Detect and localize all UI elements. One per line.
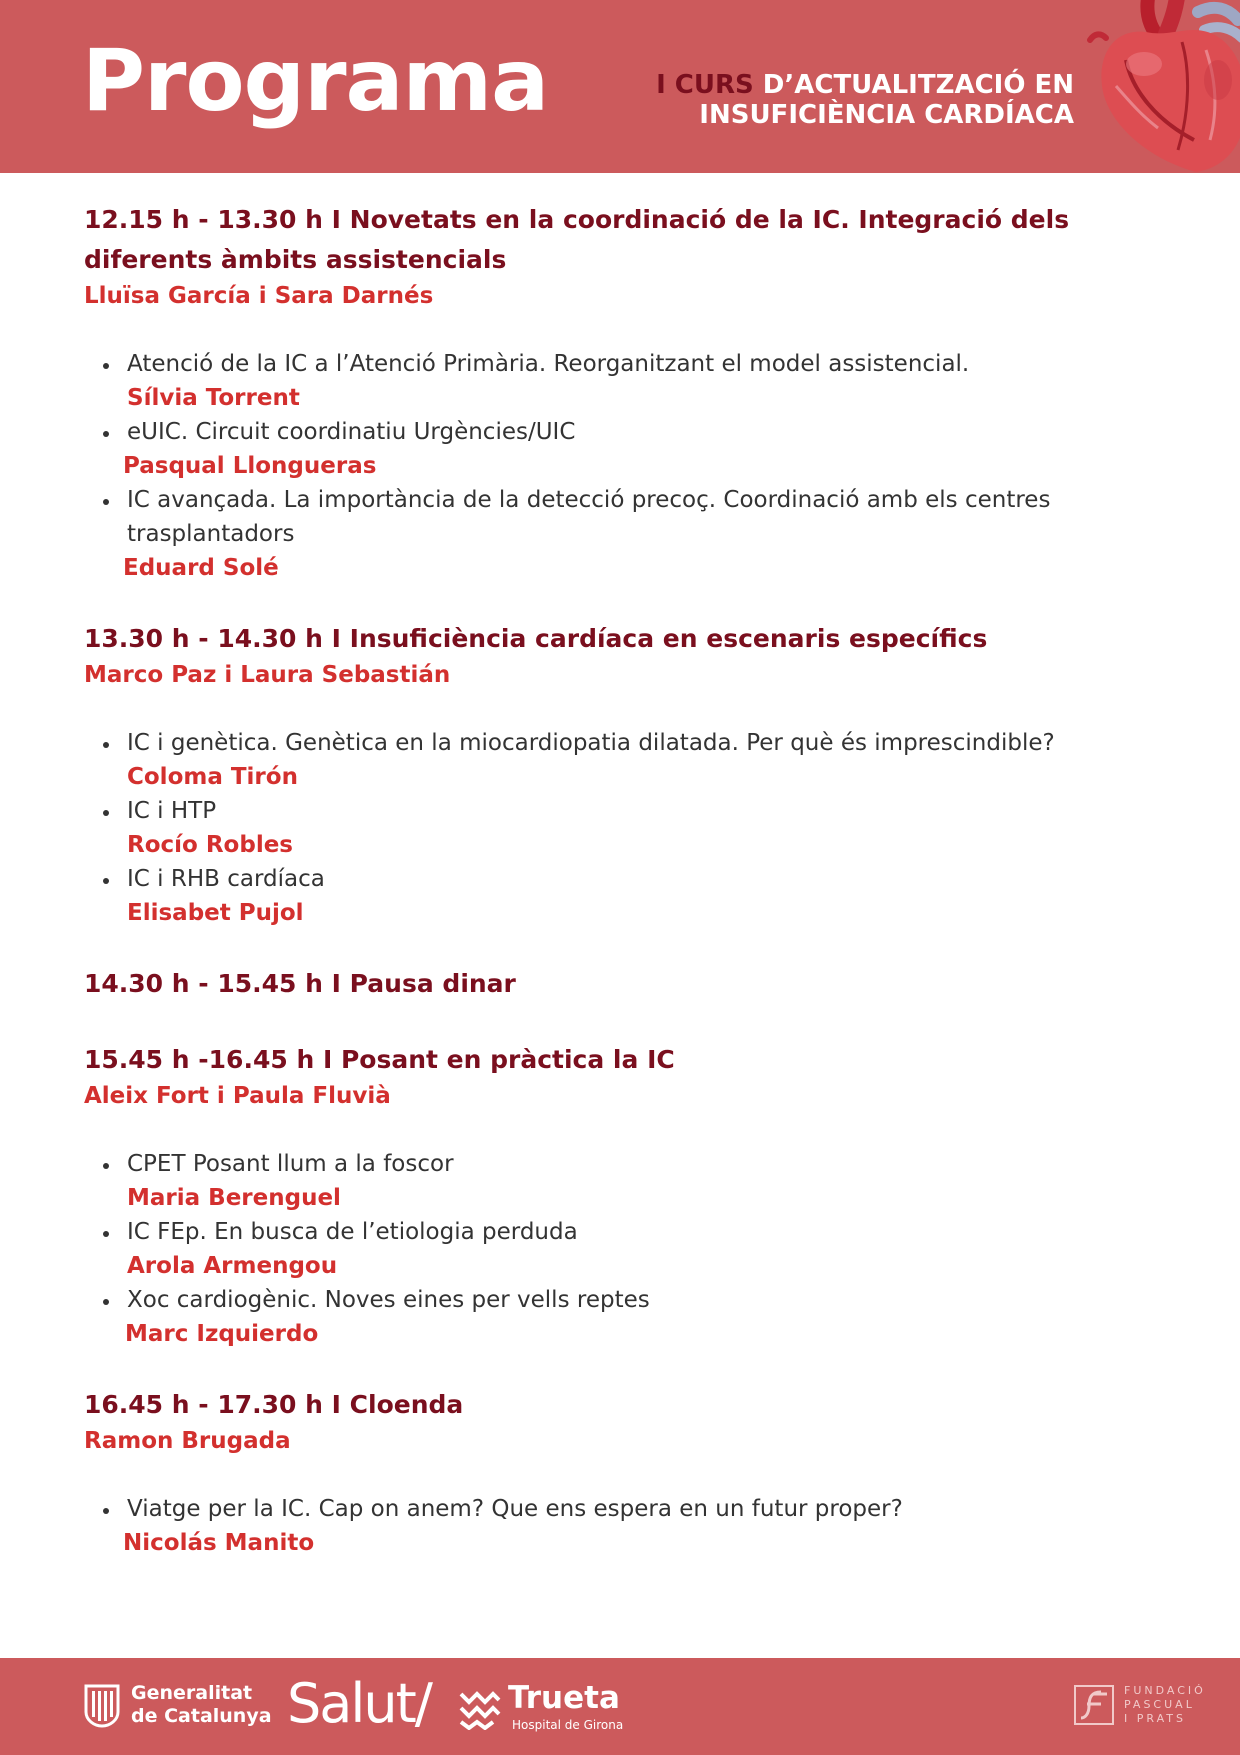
talk-speaker: Rocío Robles [127, 832, 293, 858]
course-title-line-1-rest: D’ACTUALITZACIÓ EN [753, 70, 1074, 100]
bullet-icon [103, 878, 109, 884]
bullet-icon [103, 363, 109, 369]
talk-title: IC i genètica. Genètica en la miocardiopatia dilatada. Per què és imprescindible? [127, 730, 1055, 756]
talk-item [84, 794, 1164, 862]
page-title: Programa [82, 31, 549, 131]
bullet-icon [103, 1231, 109, 1237]
session-title: 16.45 h - 17.30 h I Cloenda [84, 1390, 464, 1419]
talk-title: IC i RHB cardíaca [127, 866, 325, 892]
talk-speaker: Eduard Solé [123, 555, 279, 581]
talk-item [84, 483, 1164, 585]
generalitat-logo [84, 1684, 120, 1728]
trueta-wordmark: Trueta [508, 1680, 620, 1716]
talk-title: IC avançada. La importància de la detecció precoç. Coordinació amb els centres trasplantadors [127, 487, 1051, 547]
trueta-logo-icon [457, 1688, 503, 1730]
bullet-icon [103, 810, 109, 816]
footer-banner [0, 1658, 1240, 1755]
fundacio-line-2: PASCUAL [1124, 1698, 1195, 1711]
generalitat-line-2: de Catalunya [131, 1705, 272, 1727]
session-block [84, 619, 1164, 930]
talk-title: Viatge per la IC. Cap on anem? Que ens espera en un futur proper? [127, 1496, 903, 1522]
program-content [84, 200, 1164, 1560]
talk-speaker: Elisabet Pujol [127, 900, 304, 926]
talk-list [84, 1492, 1164, 1560]
fundacio-line-1: FUNDACIÓ [1124, 1684, 1206, 1697]
bullet-icon [103, 742, 109, 748]
talk-item [84, 1147, 1164, 1215]
bullet-icon [103, 1508, 109, 1514]
bullet-icon [103, 431, 109, 437]
talk-title: Xoc cardiogènic. Noves eines per vells reptes [127, 1287, 650, 1313]
heart-illustration [1086, 0, 1240, 173]
talk-speaker: Nicolás Manito [123, 1530, 315, 1556]
talk-speaker: Maria Berenguel [127, 1185, 341, 1211]
session-moderators: Lluïsa García i Sara Darnés [84, 283, 434, 309]
generalitat-line-1: Generalitat [131, 1682, 253, 1704]
talk-title: IC i HTP [127, 798, 217, 824]
talk-item [84, 1215, 1164, 1283]
session-block [84, 1385, 1164, 1560]
session-block [84, 200, 1164, 585]
course-title-line-2: INSUFICIÈNCIA CARDÍACA [699, 100, 1074, 130]
fundacio-wordmark [1124, 1684, 1206, 1726]
talk-speaker: Coloma Tirón [127, 764, 298, 790]
talk-item [84, 726, 1164, 794]
session-title: 14.30 h - 15.45 h I Pausa dinar [84, 969, 516, 998]
talk-title: CPET Posant llum a la foscor [127, 1151, 454, 1177]
session-title: 13.30 h - 14.30 h I Insuficiència cardíaca en escenaris específics [84, 624, 988, 653]
talk-list [84, 347, 1164, 585]
fundacio-logo [1073, 1684, 1115, 1726]
fundacio-line-3: I PRATS [1124, 1712, 1186, 1725]
salut-wordmark: Salut/ [287, 1672, 431, 1735]
talk-title: eUIC. Circuit coordinatiu Urgències/UIC [127, 419, 576, 445]
talk-speaker: Sílvia Torrent [127, 385, 300, 411]
talk-title: Atenció de la IC a l’Atenció Primària. Reorganitzant el model assistencial. [127, 351, 970, 377]
course-title [656, 70, 1074, 130]
generalitat-wordmark [131, 1682, 272, 1728]
bullet-icon [103, 1163, 109, 1169]
header-banner [0, 0, 1240, 173]
session-block [84, 964, 1164, 1004]
session-block [84, 1040, 1164, 1351]
talk-speaker: Arola Armengou [127, 1253, 338, 1279]
trueta-subtitle: Hospital de Girona [512, 1718, 624, 1732]
course-number: I CURS [656, 70, 754, 100]
bullet-icon [103, 1299, 109, 1305]
talk-speaker: Marc Izquierdo [125, 1321, 319, 1347]
talk-list [84, 1147, 1164, 1351]
session-moderators: Marco Paz i Laura Sebastián [84, 662, 451, 688]
talk-item [84, 862, 1164, 930]
bullet-icon [103, 499, 109, 505]
talk-item [84, 347, 1164, 415]
talk-item [84, 415, 1164, 483]
talk-list [84, 726, 1164, 930]
talk-item [84, 1283, 1164, 1351]
talk-item [84, 1492, 1164, 1560]
session-title: 12.15 h - 13.30 h I Novetats en la coordinació de la IC. Integració dels diferents àmbits assistencials [84, 205, 1070, 274]
session-moderators: Aleix Fort i Paula Fluvià [84, 1083, 391, 1109]
course-title-line-1 [656, 70, 1074, 100]
session-title: 15.45 h -16.45 h I Posant en pràctica la IC [84, 1045, 675, 1074]
session-moderators: Ramon Brugada [84, 1428, 291, 1454]
talk-title: IC FEp. En busca de l’etiologia perduda [127, 1219, 578, 1245]
talk-speaker: Pasqual Llongueras [123, 453, 377, 479]
